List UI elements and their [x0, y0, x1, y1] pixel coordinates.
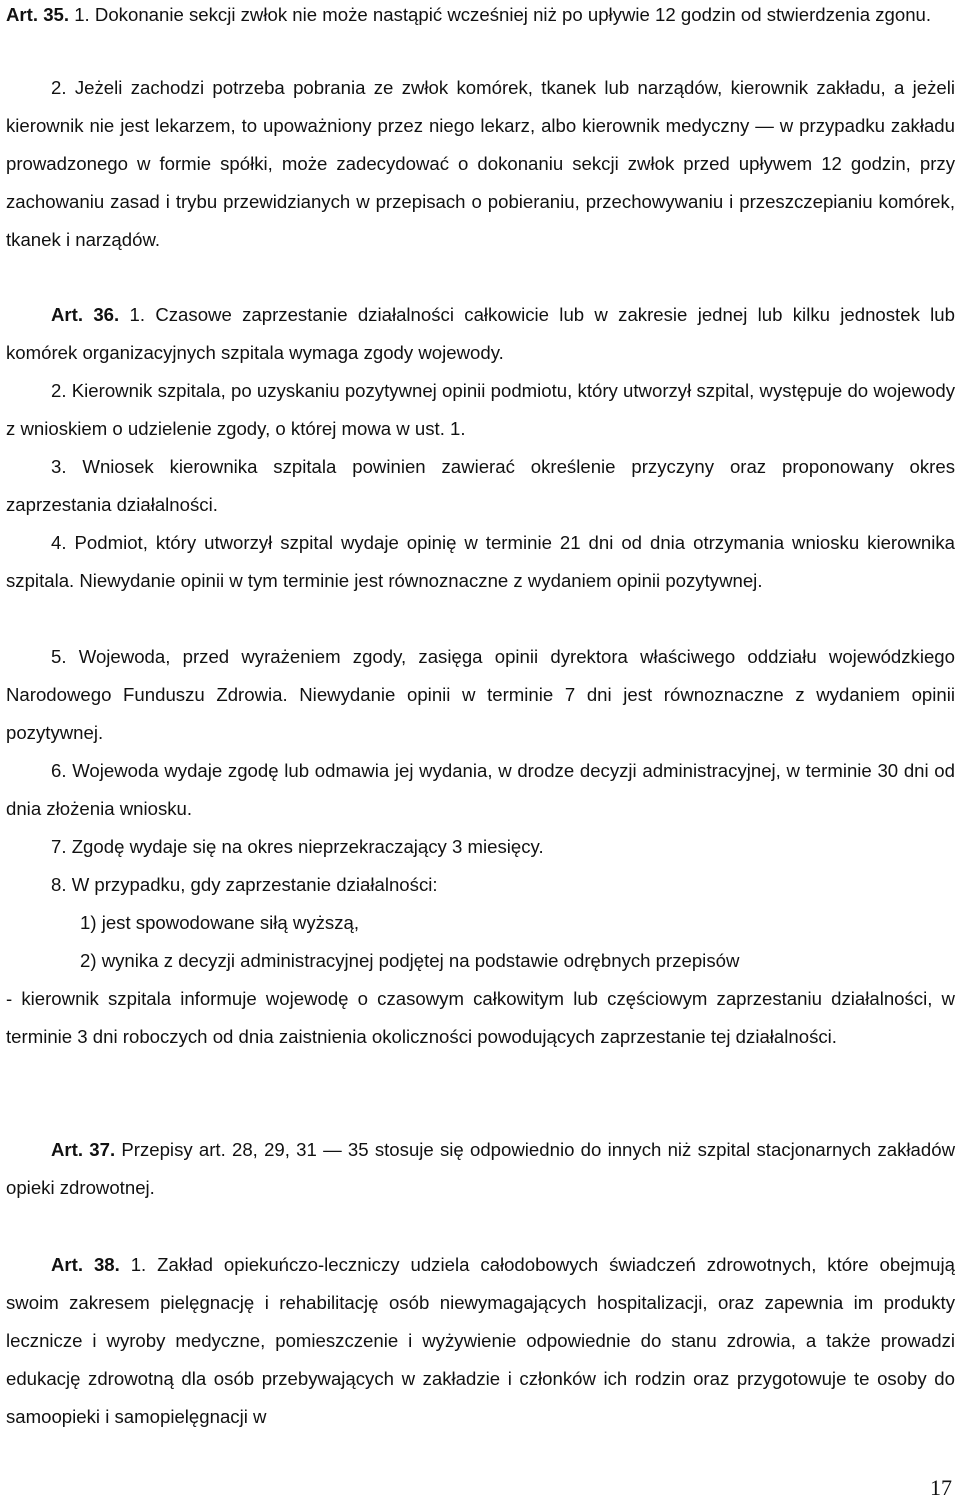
art36-p4-number: 4. — [51, 532, 67, 553]
art36-paragraph-7 — [6, 828, 955, 866]
art38-paragraph-1 — [6, 1246, 955, 1436]
art36-p2-number: 2. — [51, 380, 67, 401]
art36-p4-text: Podmiot, który utworzył szpital wydaje opinię w terminie 21 dni od dnia otrzymania wniosku kierownika szpitala. Niewydanie opinii w tym terminie jest równoznaczne z wydaniem opinii pozytywnej. — [6, 532, 956, 592]
art38-p1-number: 1. — [130, 1254, 147, 1275]
art35-paragraph-2 — [6, 69, 955, 259]
art36-p2-text: Kierownik szpitala, po uzyskaniu pozytywnej opinii podmiotu, który utworzył szpital, występuje do wojewody z wnioskiem o udzielenie zgody, o której mowa w ust. 1. — [6, 380, 955, 440]
art36-p6-text: Wojewoda wydaje zgodę lub odmawia jej wydania, w drodze decyzji administracyjnej, w terminie 30 dni od dnia złożenia wniosku. — [6, 760, 955, 820]
art37-text: Przepisy art. 28, 29, 31 — 35 stosuje się odpowiednio do innych niż szpital stacjonarnych zakładów opieki zdrowotnej. — [6, 1139, 955, 1199]
art35-paragraph-1 — [6, 0, 955, 34]
art36-p6-number: 6. — [51, 760, 67, 781]
art36-p7-number: 7. — [51, 836, 67, 857]
art37-label: Art. 37. — [51, 1139, 116, 1160]
art36-paragraph-4 — [6, 524, 955, 600]
art37-paragraph — [6, 1131, 955, 1207]
art36-p1-number: 1. — [129, 304, 146, 325]
art36-p5-text: Wojewoda, przed wyrażeniem zgody, zasięga opinii dyrektora właściwego oddziału wojewódzkiego Narodowego Funduszu Zdrowia. Niewydanie opinii w terminie 7 dni jest równoznaczne z wydaniem opinii pozytywnej. — [6, 646, 955, 744]
art36-p1-text: Czasowe zaprzestanie działalności całkowicie lub w zakresie jednej lub kilku jednostek lub komórek organizacyjnych szpitala wymaga zgody wojewody. — [6, 304, 955, 364]
art36-paragraph-5 — [6, 638, 955, 752]
art36-p8-list-item-2: 2) wynika z decyzji administracyjnej podjętej na podstawie odrębnych przepisów — [80, 950, 740, 971]
art35-p2-number: 2. — [51, 77, 67, 98]
art36-paragraph-8 — [6, 866, 955, 904]
art36-p8-tail: - kierownik szpitala informuje wojewodę o czasowym całkowitym lub częściowym zaprzestaniu działalności, w terminie 3 dni roboczych od dnia zaistnienia okoliczności powodujących zaprzestanie tej działalności. — [6, 988, 955, 1048]
art36-paragraph-1 — [6, 296, 955, 372]
art36-paragraph-6 — [6, 752, 955, 828]
art36-p8-text: W przypadku, gdy zaprzestanie działalności: — [71, 874, 438, 895]
art38-p1-text: Zakład opiekuńczo-leczniczy udziela całodobowych świadczeń zdrowotnych, które obejmują swoim zakresem pielęgnację i rehabilitację osób niewymagających hospitalizacji, oraz zapewnia im produkty lecznicze i wyroby medyczne, pomieszczenie i wyżywienie odpowiednie do stanu zdrowia, a także prowadzi edukację zdrowotną dla osób przebywających w zakładzie i członków ich rodzin oraz przygotowuje te osoby do samoopieki i samopielęgnacji w — [6, 1254, 955, 1428]
art36-p5-number: 5. — [51, 646, 67, 667]
art36-label: Art. 36. — [51, 304, 120, 325]
art35-p1-number: 1. — [74, 4, 90, 25]
art35-p1-text: Dokonanie sekcji zwłok nie może nastąpić wcześniej niż po upływie 12 godzin od stwierdzenia zgonu. — [94, 4, 932, 25]
art36-p8-number: 8. — [51, 874, 67, 895]
art36-p3-number: 3. — [51, 456, 67, 477]
art36-p7-text: Zgodę wydaje się na okres nieprzekraczający 3 miesięcy. — [71, 836, 544, 857]
page-number: 17 — [930, 1475, 952, 1500]
art36-paragraph-2 — [6, 372, 955, 448]
art38-label: Art. 38. — [51, 1254, 120, 1275]
art35-p2-text: Jeżeli zachodzi potrzeba pobrania ze zwłok komórek, tkanek lub narządów, kierownik zakładu, a jeżeli kierownik nie jest lekarzem, to upoważniony przez niego lekarz, albo kierownik medyczny — w przypadku zakładu prowadzonego w formie spółki, może zadecydować o dokonaniu sekcji zwłok przed upływem 12 godzin, przy zachowaniu zasad i trybu przewidzianych w przepisach o pobieraniu, przechowywaniu i przeszczepianiu komórek, tkanek i narządów. — [6, 77, 955, 251]
art35-label: Art. 35. — [6, 4, 70, 25]
art36-paragraph-3 — [6, 448, 955, 524]
art36-p8-list-item-1: 1) jest spowodowane siłą wyższą, — [80, 912, 360, 933]
art36-p3-text: Wniosek kierownika szpitala powinien zawierać określenie przyczyny oraz proponowany okres zaprzestania działalności. — [6, 456, 955, 516]
